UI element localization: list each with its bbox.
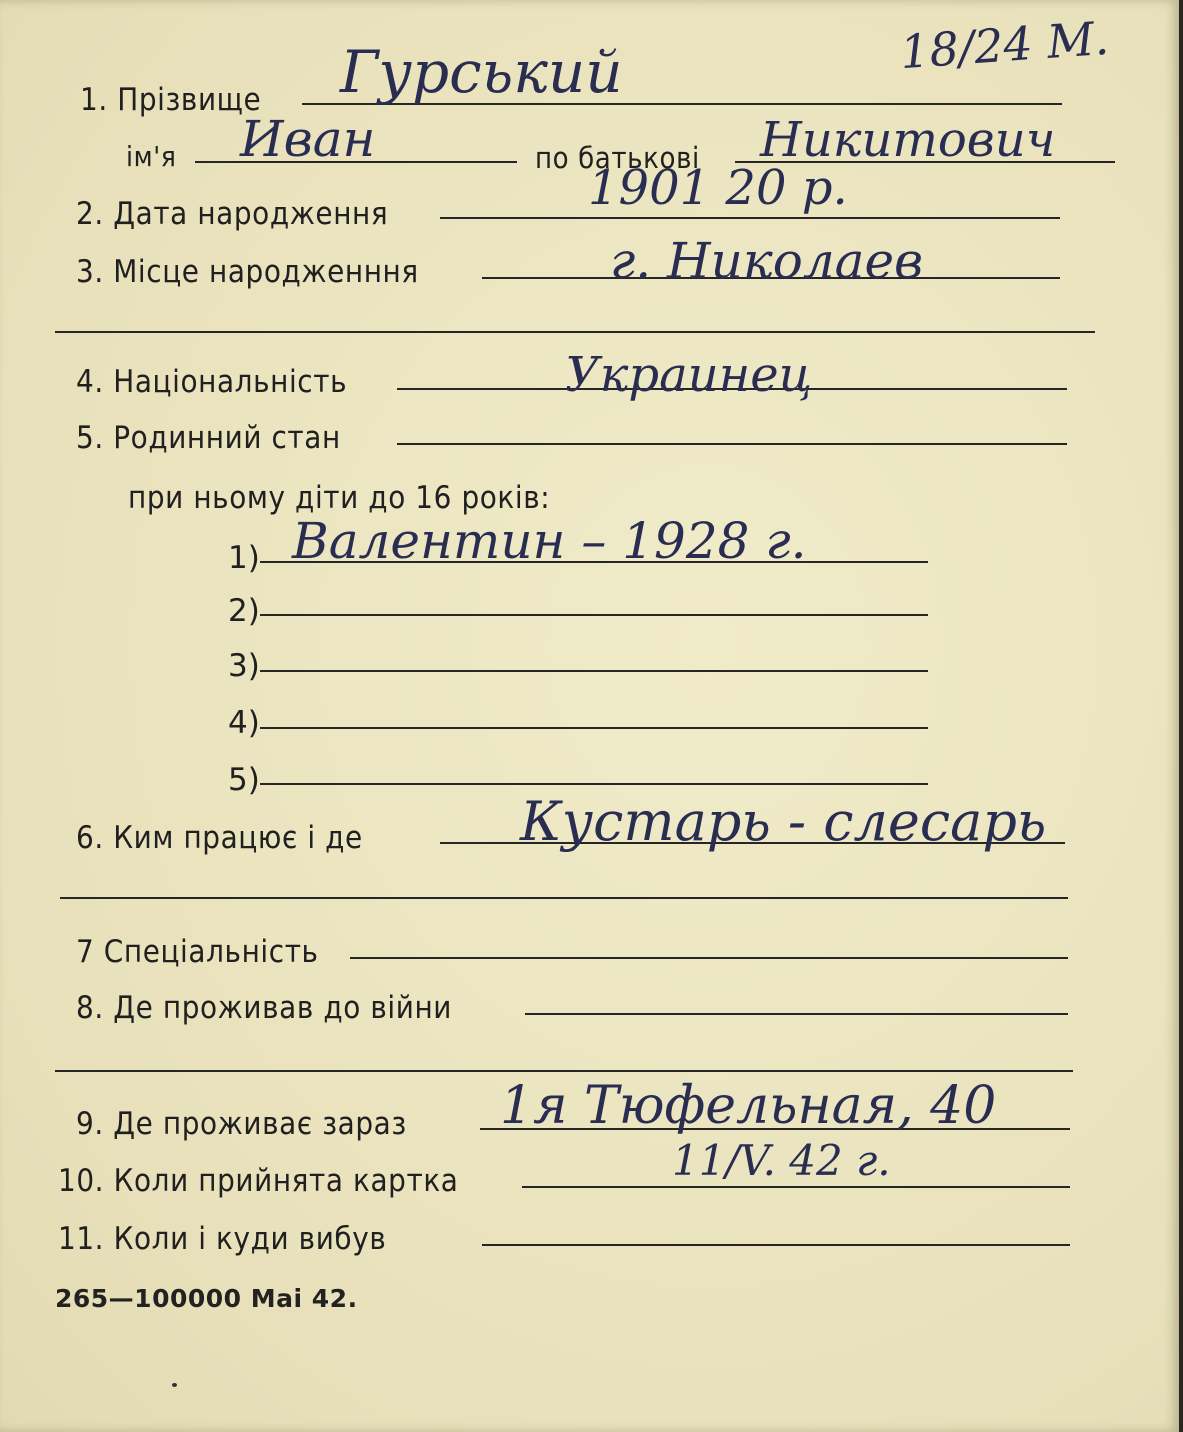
- ink-speck: [172, 1383, 177, 1387]
- birth-date-label: 2. Дата народження: [76, 196, 389, 232]
- child-1-label: 1): [228, 540, 260, 576]
- birth-date-line: [440, 217, 1060, 219]
- birth-place-line-2: [55, 331, 1095, 333]
- children-heading: при ньому діти до 16 років:: [128, 480, 551, 516]
- surname-label: 1. Прізвище: [80, 82, 262, 118]
- nationality-value: Украинец: [565, 347, 813, 403]
- family-status-line: [397, 443, 1067, 445]
- prewar-residence-line: [525, 1013, 1068, 1015]
- departed-label: 11. Коли і куди вибув: [58, 1221, 387, 1257]
- current-residence-label: 9. Де проживає зараз: [76, 1106, 407, 1142]
- occupation-line-2: [60, 897, 1068, 899]
- occupation-value: Кустарь - слесарь: [520, 790, 1047, 853]
- prewar-residence-line-2: [55, 1070, 1073, 1072]
- child-4-line: [260, 727, 928, 729]
- print-footer: 265—100000 Mai 42.: [55, 1284, 358, 1313]
- corner-note: 18/24 М.: [898, 10, 1111, 80]
- child-3-label: 3): [228, 648, 260, 684]
- card-accepted-label: 10. Коли прийнята картка: [58, 1163, 459, 1199]
- specialty-line: [350, 957, 1068, 959]
- birth-place-value: г. Николаев: [610, 232, 924, 290]
- current-residence-value: 1я Тюфельная, 40: [500, 1076, 997, 1136]
- birth-date-value: 1901 20 р.: [588, 160, 848, 216]
- departed-line: [482, 1244, 1070, 1246]
- card-accepted-value: 11/V. 42 г.: [672, 1136, 891, 1185]
- child-4-label: 4): [228, 705, 260, 741]
- patronymic-value: Никитович: [760, 112, 1056, 168]
- card-edge: [1179, 0, 1183, 1432]
- family-status-label: 5. Родинний стан: [76, 420, 341, 456]
- birth-place-label: 3. Місце народженння: [76, 254, 419, 290]
- child-1-value: Валентин – 1928 г.: [292, 512, 807, 570]
- child-2-label: 2): [228, 593, 260, 629]
- child-5-line: [260, 783, 928, 785]
- prewar-residence-label: 8. Де проживав до війни: [76, 990, 453, 1026]
- child-5-label: 5): [228, 762, 260, 798]
- first-name-label: ім'я: [126, 140, 177, 173]
- first-name-value: Иван: [240, 110, 376, 168]
- card-accepted-line: [522, 1186, 1070, 1188]
- surname-value: Гурський: [340, 38, 623, 106]
- specialty-label: 7 Спеціальність: [76, 934, 319, 970]
- child-3-line: [260, 670, 928, 672]
- child-2-line: [260, 614, 928, 616]
- occupation-label: 6. Ким працює і де: [76, 820, 363, 856]
- patronymic-label: по батькові: [535, 141, 700, 175]
- nationality-label: 4. Національність: [76, 364, 348, 400]
